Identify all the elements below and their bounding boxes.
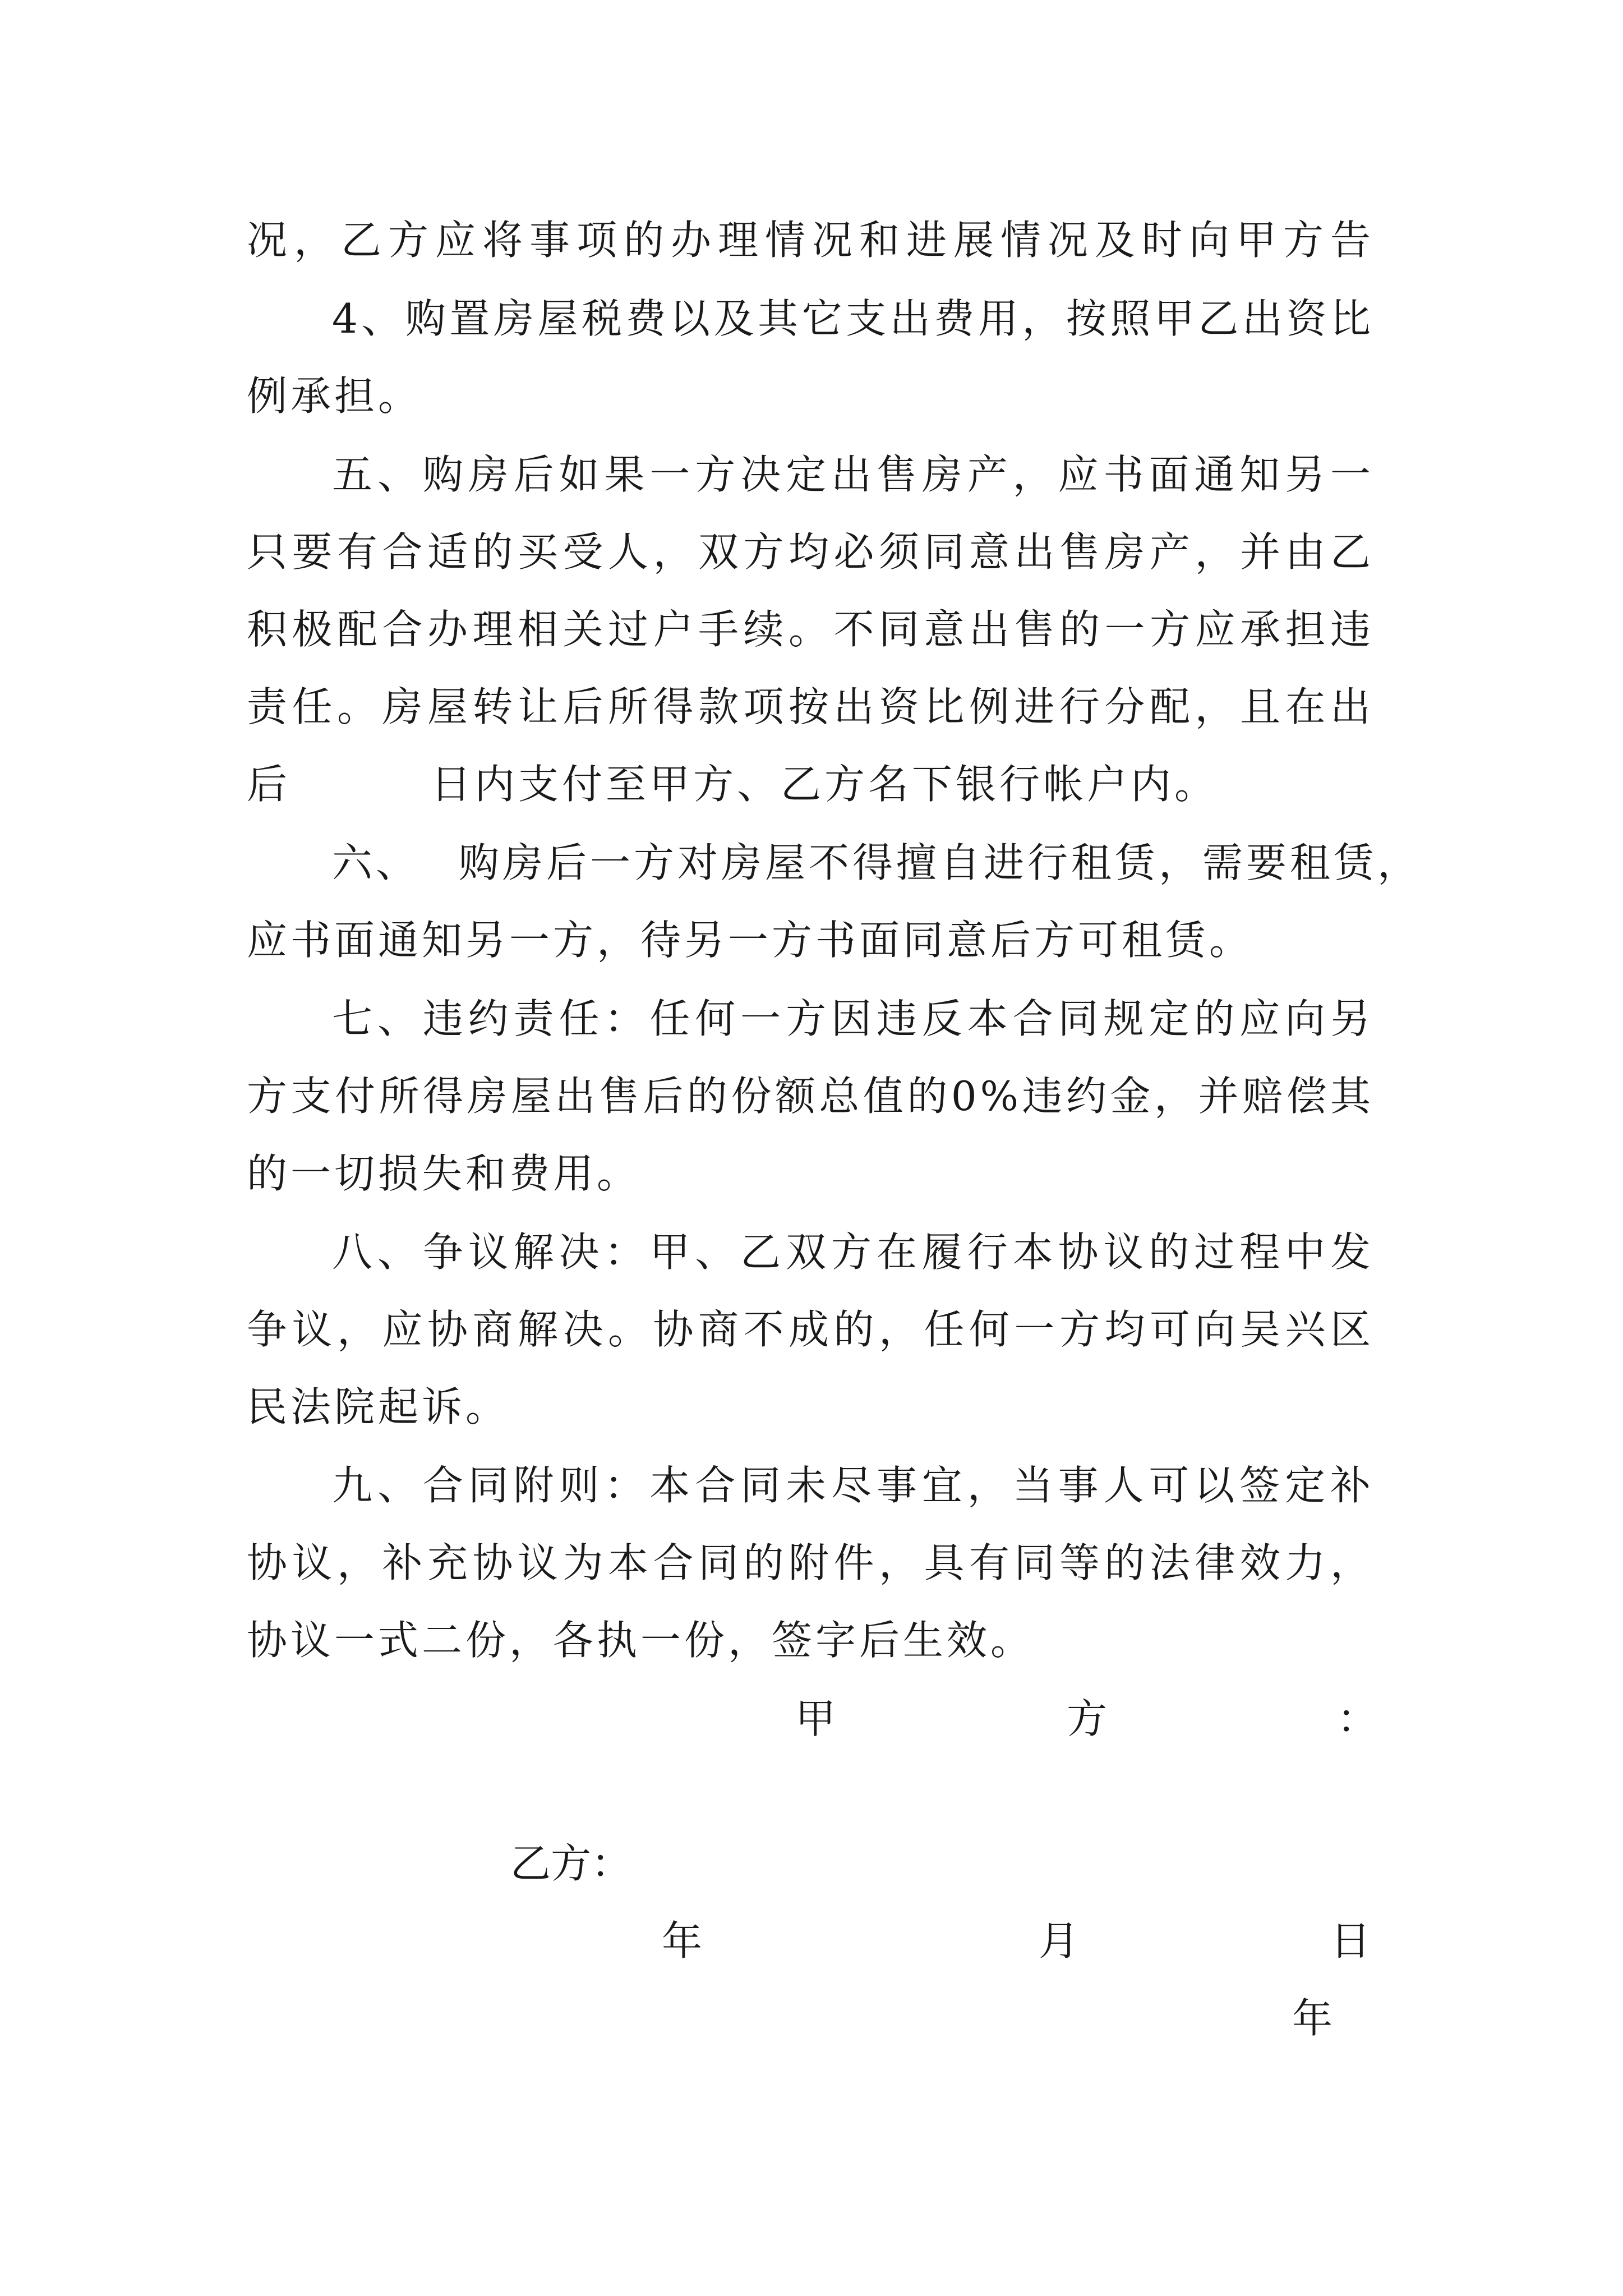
paragraph-line: 协议，补充协议为本合同的附件，具有同等的法律效力， [247,1539,1374,1586]
paragraph-line: 五、购房后如果一方决定出售房产，应书面通知另一 [332,451,1374,498]
paragraph-line [247,751,1374,818]
party-a-char-1: 甲 [795,1695,836,1742]
line-start-text: 后 [247,761,291,808]
paragraph-line: 八、争议解决：甲、乙双方在履行本协议的过程中发 [332,1228,1374,1276]
date-year: 年 [662,1917,703,1964]
paragraph-line: 应书面通知另一方，待另一方书面同意后方可租赁。 [247,917,1253,964]
line-rest-text: 日内支付至甲方、乙方名下银行帐户内。 [431,761,1219,808]
party-a-char-2: 方 [1067,1695,1108,1742]
paragraph-line: 七、违约责任：任何一方因违反本合同规定的应向另 [332,995,1374,1042]
paragraph-line: 责任。房屋转让后所得款项按出资比例进行分配，且在出 [247,683,1374,730]
paragraph-line: 积极配合办理相关过户手续。不同意出售的一方应承担违 [247,606,1374,653]
paragraph-line: 民法院起诉。 [247,1383,510,1430]
line-start-text: 六、 [332,839,420,886]
paragraph-line: 的一切损失和费用。 [247,1150,641,1197]
party-a-colon: ： [1337,1695,1378,1742]
paragraph-line: 例承担。 [247,372,422,420]
paragraph-line: 况，乙方应将事项的办理情况和进展情况及时向甲方告 [247,217,1374,264]
party-b-label: 乙方： [510,1840,632,1887]
line-rest-text: 购房后一方对房屋不得擅自进行租赁，需要租赁， [459,839,1422,886]
paragraph-line: 4、购置房屋税费以及其它支出费用，按照甲乙出资比 [332,295,1374,342]
paragraph-line [332,829,1422,896]
paragraph-line: 只要有合适的买受人，双方均必须同意出售房产，并由乙 [247,528,1374,576]
paragraph-line: 方支付所得房屋出售后的份额总值的0%违约金，并赔偿其 [247,1073,1374,1120]
date-year-2: 年 [1292,1995,1333,2042]
date-month: 月 [1039,1917,1080,1964]
date-day: 日 [1330,1917,1371,1964]
paragraph-line: 争议，应协商解决。协商不成的，任何一方均可向吴兴区 [247,1306,1374,1353]
paragraph-line: 协议一式二份，各执一份，签字后生效。 [247,1617,1035,1664]
paragraph-line: 九、合同附则：本合同未尽事宜，当事人可以签定补 [332,1462,1374,1509]
